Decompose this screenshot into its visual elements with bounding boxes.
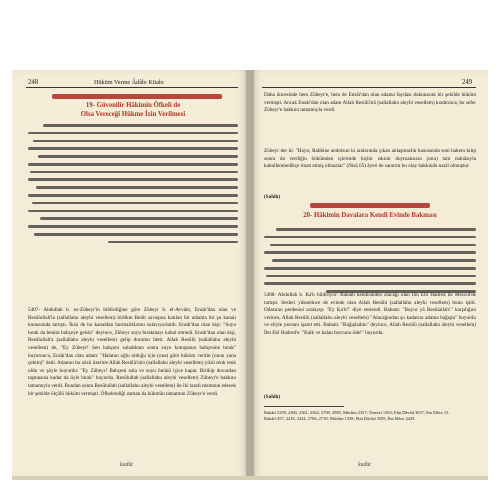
left-body-text (28, 307, 236, 459)
page-edges (12, 476, 488, 480)
right-footer: kudüt (358, 462, 371, 468)
arabic-section-title-20 (290, 203, 450, 208)
grade-sahih-2: (Sahih) (264, 394, 281, 400)
right-body-text-2: Zübeyr der ki: "Hayır, Rabbine andolsun ki aralarında çıkan anlaşmazlık hususunda seni hakem kılıp sonra da verdiğin hükümden içlerinde hiçbir sıkıntı duymaksızın (onu) tam mânâsıyla kabullenmedikçe iman etmiş olmazlar" (Nisâ 65) âyeti de sanırım bu olay hakkında nazil olmuştur. (264, 148, 476, 170)
arabic-section-title (42, 94, 222, 99)
arabic-text-block-2 (264, 228, 476, 298)
hadith-5407-text: 5407- Abdullah b. ez-Zübeyr'in bildirdiğine göre Zübeyr b. el-Avvâm, Ensâr'dan olan ve Resûlullah'la (sallallahu aleyhi vesellem) birlikte Bedir savaşına katılan bir adamla bir şu kanalı konusunda tartıştı. İkisi de bu kanaldan hurmalıklarını sulavıyorlardı. Ensâr'dan olan kişi: "Suyu bırak da benim bahçeye gelsin" deyince, Zübeyr suyu bırakmayı kabul etmedi. Ensâr'dan olan kişi, Resûlullah'a (sallallahu aleyhi vesellem) gelip durumu iletti. Allah Resûlü (sallallahu aleyhi vesellem) de, "Ey Zübeyr! Sen bahçeni suladıktan sonra suyu komşunun bahçesine bırak" buyurunca, Ensâr'dan olan adam: "Halanın oğlu olduğu için (ona) göre hüküm verdin (onun yana çektin)" dedi. Adamın bu sözü üzerine Allah Resûlü'nün (sallallahu aleyhi vesellem) yüzü renk renk oldu ve şöyle buyurdu: "Ey Zübeyr! Bahçeni sula ve suyu önünü içice kapat. Birikip duvardan taşmasına kadar da öyle bırak" buyurdu. Resûlullah (sallallahu aleyhi vesellem) Zübeyr'e hakkını tamamıyla verdi. Bundan sonra Resûlullah (sallallahu aleyhi vesellem) ile iki tarafı memnun edecek bir şekilde ölçülü hüküm vermişti. Öfkelendiği zaman da hükmün tamamını Zübeyr'e verdi. (28, 307, 236, 397)
footnote-rule (264, 406, 344, 407)
right-body-text-1: Daha öncesinde hem Zübeyr'e, hem de Ensâr'dan olan adama faydası dokunacak bir şekilde hüküm vermişti. Ancak Ensâr'dan olan adam Allah Resûlü'nü (sallallahu aleyhi vesellem) kızdırınca, bu sefer Zübeyr'e hakkını tamamıyla verdi. (264, 92, 476, 114)
left-page (12, 70, 250, 480)
arabic-text-block (28, 124, 238, 249)
right-page-number: 249 (462, 79, 473, 86)
left-page-number: 248 (28, 79, 39, 86)
open-book (12, 70, 488, 480)
footnote-2: Buhârî 457, 2418, 2424, 2706, 2710; Müslim 1558; Ebû Dâvûd 3595; İbn Mâce 2429. (264, 416, 416, 421)
right-body-text-3 (264, 292, 476, 392)
left-header-rule (26, 87, 238, 88)
footnotes (264, 410, 476, 454)
left-section-heading: 19- Güvenilir Hâkimin Öfkeli de Olsa Vereceği Hükme İzin Verilmesi (80, 102, 186, 118)
left-footer: kudüt (120, 462, 133, 468)
right-section-heading: 20- Hâkimin Davalara Kendi Evinde Bakması (303, 212, 437, 219)
footnote-1: Buhârî 2359, 2360, 2361, 2362, 2708, 4585; Müslim 2357; Tirmizî 1363; Ebû Dâvûd 3637; İbn Mâce 15. (264, 410, 450, 415)
grade-sahih-1: (Sahih) (264, 194, 281, 200)
left-running-head: Hüküm Verme Âdâbı Kitabı (94, 79, 164, 86)
right-page (250, 70, 488, 480)
right-header-rule (262, 87, 476, 88)
book-spine (246, 70, 254, 480)
hadith-5408-text: 5408- Abdullah b. Ka'b bildiriyor: Babam kendisinden alacağı olan İbn Ebî Hadred ile Mescid'de tartıştı. Sesleri yükselince de evinde olan Allah Resûlü (sallallahu aleyhi vesellem) bunu işitti. Odasının perdesini aralayıp: "Ey Ka'b!" diye seslendi. Babam: "Buyur yâ Resûlallah!" karşılığını verince, Allah Resûlü (sallallahu aleyhi vesellem) "Alacağından şu kadarını adama bağışla" buyurdu ve eliyle yarısını işaret etti. Babam: "Bağışladım" deyince, Allah Resûlü (sallallahu aleyhi vesellem) İbn Ebî Hadred'e: "Kalk ve kalan borcunu öde!" buyurdu. (264, 292, 476, 336)
